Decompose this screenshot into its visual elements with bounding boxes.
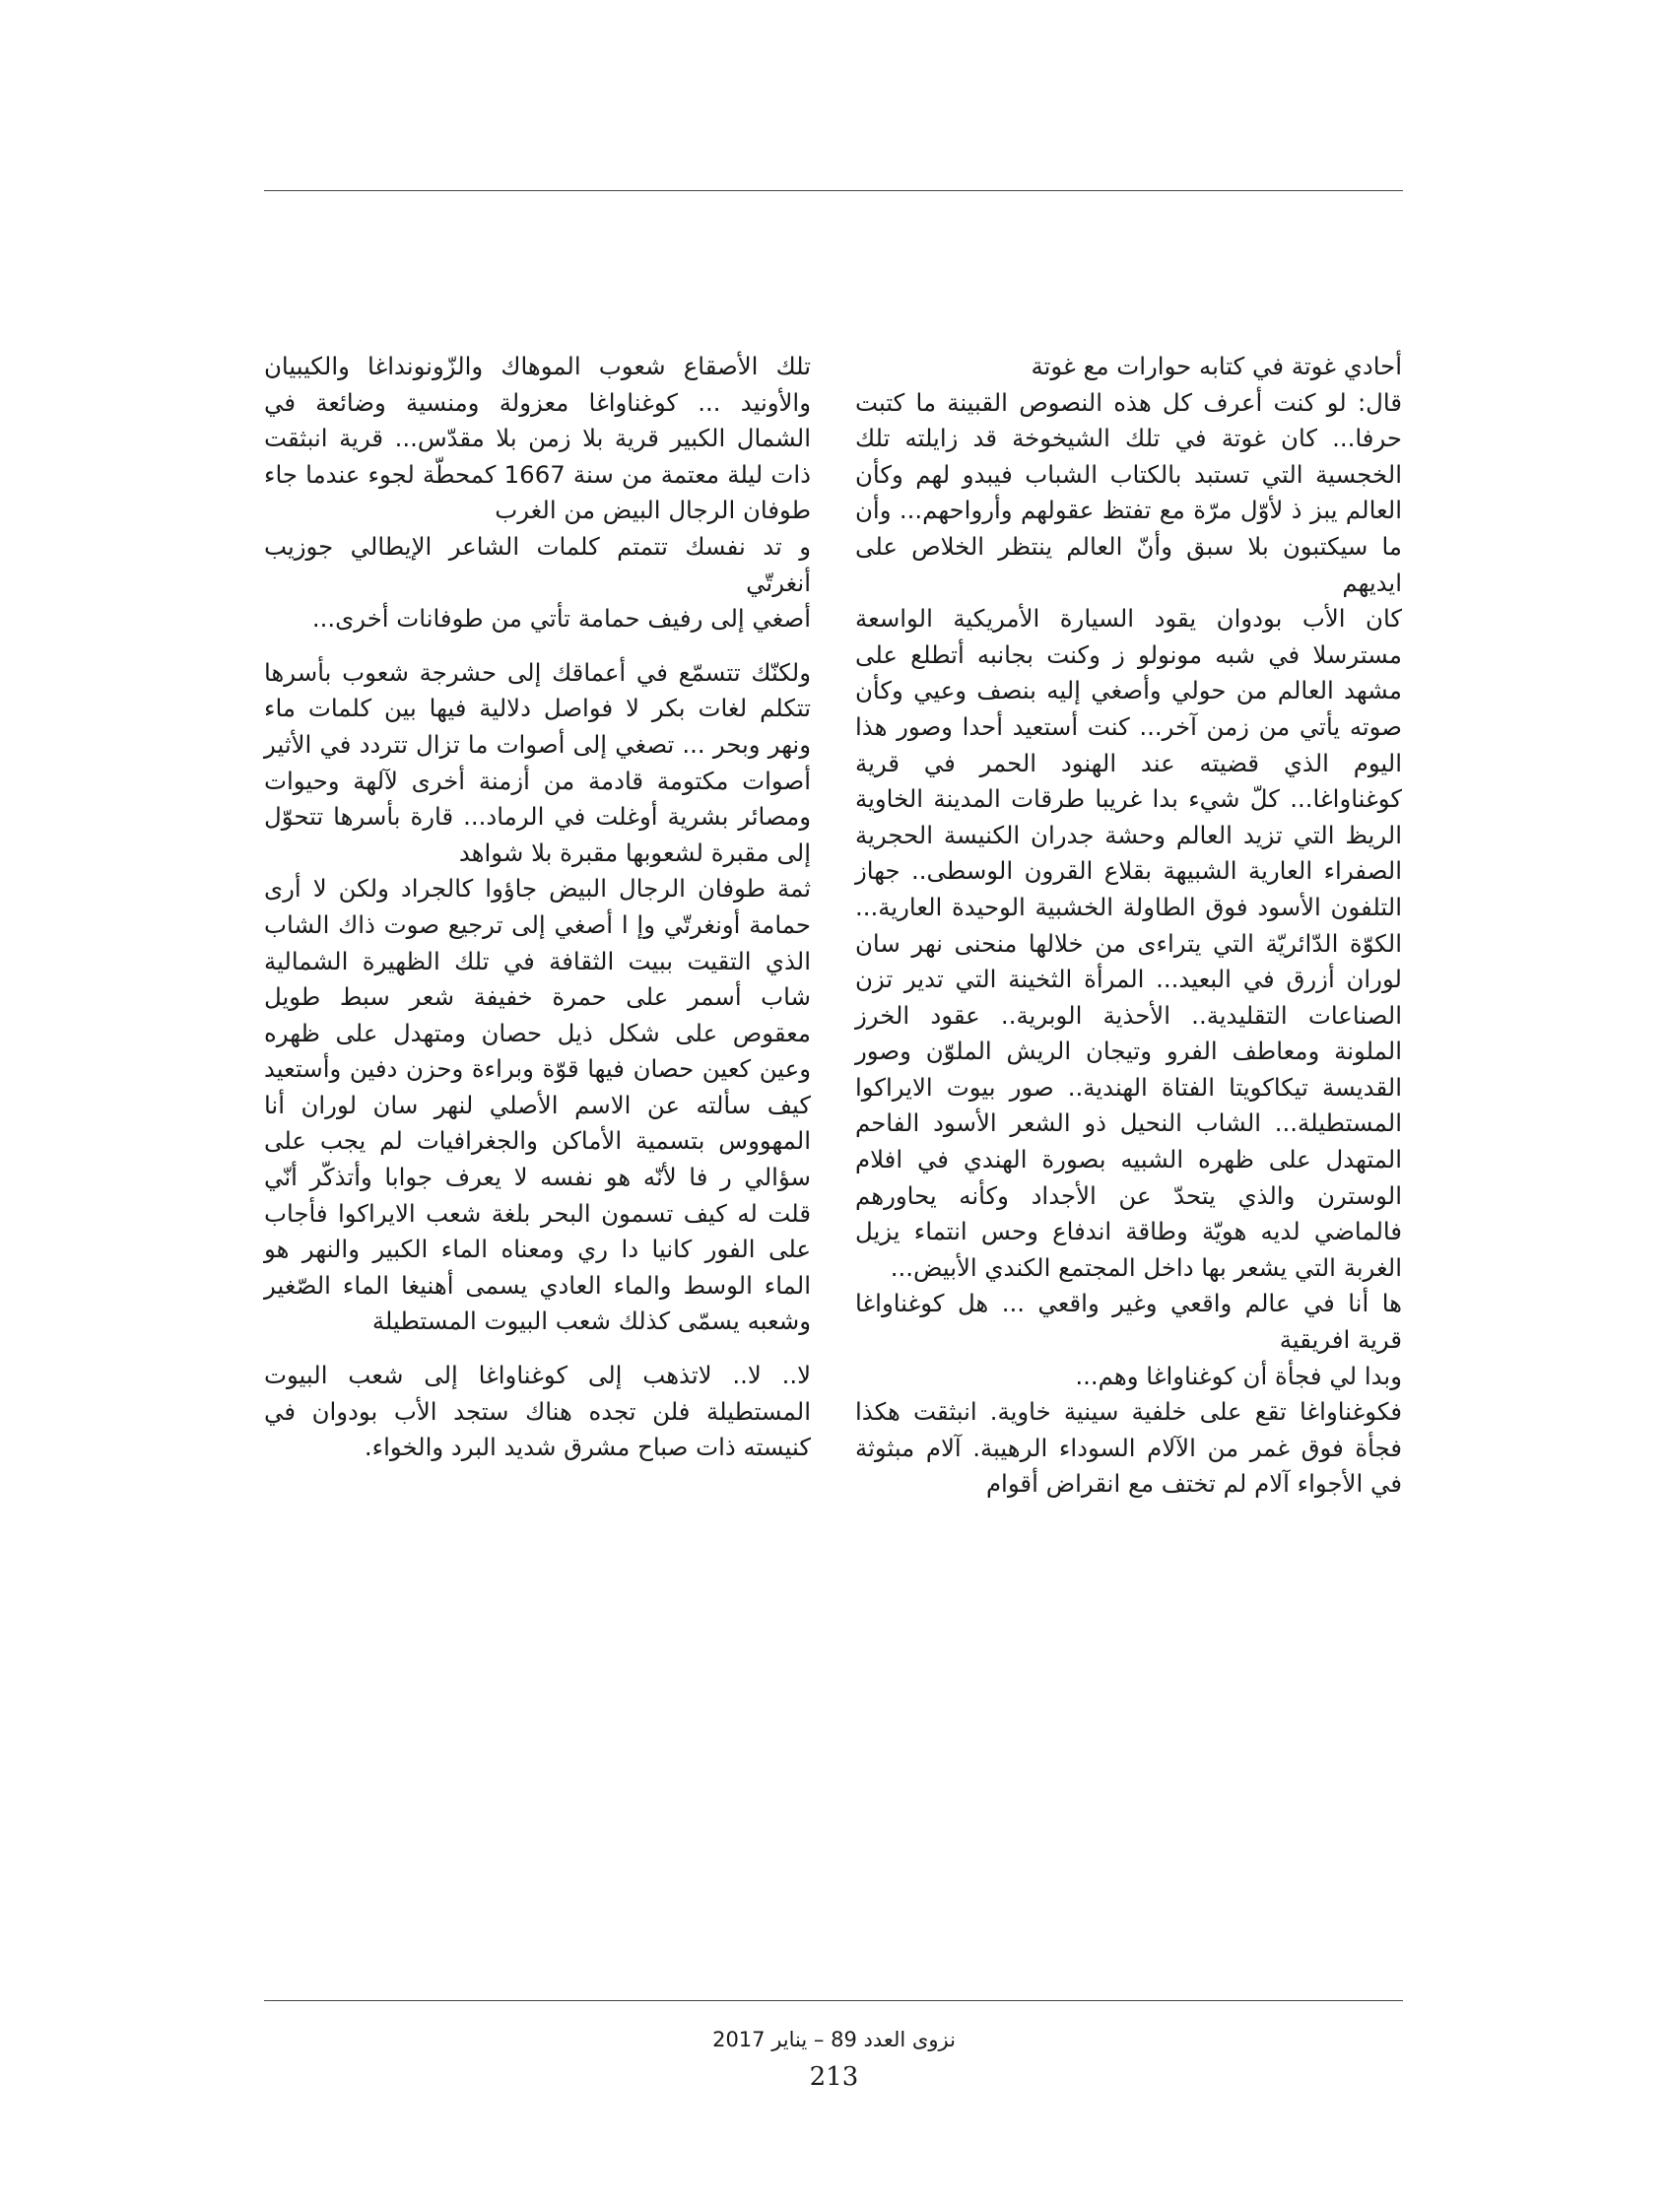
paragraph: ها أنا في عالم واقعي وغير واقعي ... هل كوغناواغا قرية افريقية [855, 1289, 1402, 1355]
paragraph: كان الأب بودوان يقود السيارة الأمريكية الواسعة مسترسلا في شبه مونولو ز وكنت بجانبه أتطلع على مشهد العالم من حولي وأصغي إليه بنصف وعيي وكأن صوته يأتي من زمن آخر... كنت أستعيد أحدا وصور هذا اليوم الذي قضيته عند الهنود الحمر في قرية كوغناواغا... كلّ شيء بدا غريبا طرقات المدينة الخاوية الريظ التي تزيد العالم وحشة جدران الكنيسة الحجرية الصفراء العارية الشبيهة بقلاع القرون الوسطى.. جهاز التلفون الأسود فوق الطاولة الخشبية الوحيدة العارية... الكوّة الدّائريّة التي يتراءى من خلالها منحنى نهر سان لوران أزرق في البعيد... المرأة الثخينة التي تدير تزن الصناعات التقليدية.. الأحذية الوبرية.. عقود الخرز الملونة ومعاطف الفرو وتيجان الريش الملوّن وصور القديسة تيكاكويتا الفتاة الهندية.. صور بيوت الايراكوا المستطيلة... الشاب النحيل ذو الشعر الأسود الفاحم المتهدل على ظهره الشبيه بصورة الهندي في افلام الوسترن والذي يتحدّ عن الأجداد وكأنه يحاورهم فالماضي لديه هويّة وطاقة اندفاع وحس انتماء يزيل الغربة التي يشعر بها داخل المجتمع الكندي الأبيض... [855, 604, 1402, 1282]
paragraph: أصغي إلى رفيف حمامة تأتي من طوفانات أخرى... [311, 604, 811, 634]
paragraph: ولكنّك تتسمّع في أعماقك إلى حشرجة شعوب بأسرها تتكلم لغات بكر لا فواصل دلالية فيها بين كلمات ماء ونهر وبحر ... تصغي إلى أصوات ما تزال تتردد في الأثير أصوات مكتومة قادمة من أزمنة أخرى لآلهة وحيوات ومصائر بشرية أوغلت في الرماد... قارة بأسرها تتحوّل إلى مقبرة لشعوبها مقبرة بلا شواهد [264, 657, 811, 867]
paragraph: لا.. لا.. لاتذهب إلى كوغناواغا إلى شعب البيوت المستطيلة فلن تجده هناك ستجد الأب بودوان في كنيسته ذات صباح مشرق شديد البرد والخواء. [264, 1361, 811, 1462]
paragraph: ثمة طوفان الرجال البيض جاؤوا كالجراد ولكن لا أرى حمامة أونغرتّي وإ ا أصغي إلى ترجيع صوت ذاك الشاب الذي التقيت ببيت الثقافة في تلك الظهيرة الشمالية شاب أسمر على حمرة خفيفة شعر سبط طويل معقوص على شكل ذيل حصان ومتهدل على ظهره وعين كعين حصان فيها قوّة وبراءة وحزن دفين وأستعيد كيف سألته عن الاسم الأصلي لنهر سان لوران أنا المهووس بتسمية الأماكن والجغرافيات لم يجب على سؤالي ر فا لأنّه هو نفسه لا يعرف جوابا وأتذكّر أنّي قلت له كيف تسمون البحر بلغة شعب الايراكوا فأجاب على الفور كانيا دا ري ومعناه الماء الكبير والنهر هو الماء الوسط والماء العادي يسمى أهنيغا الماء الصّغير وشعبه يسمّى كذلك شعب البيوت المستطيلة [264, 874, 811, 1336]
page-number: 213 [809, 2062, 859, 2092]
paragraph: أحادي غوتة في كتابه حوارات مع غوتة [1031, 352, 1402, 380]
paragraph: تلك الأصقاع شعوب الموهاك والزّونونداغا والكيبيان والأونيد ... كوغناواغا معزولة ومنسية وضائعة في الشمال الكبير قرية بلا زمن بلا مقدّس... قرية انبثقت ذات ليلة معتمة من سنة 1667 كمحطّة لجوء عندما جاء طوفان الرجال البيض من الغرب [264, 352, 811, 525]
bottom-rule [264, 2000, 1403, 2001]
paragraph: فكوغناواغا تقع على خلفية سينية خاوية. انبثقت هكذا فجأة فوق غمر من الآلام السوداء الرهيبة. آلام مبثوثة في الأجواء آلام لم تختف مع انقراض أقوام [855, 1397, 1402, 1499]
paragraph: وبدا لي فجأة أن كوغناواغا وهم... [1075, 1361, 1402, 1390]
paragraph: قال: لو كنت أعرف كل هذه النصوص القبينة ما كتبت حرفا... كان غوتة في تلك الشيخوخة قد زايلته تلك الخجسية التي تستبد بالكتاب الشباب فيبدو لهم وكأن العالم يبز ذ لأوّل مرّة مع تفتظ عقولهم وأرواحهم... وأن ما سيكتبون بلا سبق وأنّ العالم ينتظر الخلاص على ايديهم [855, 387, 1402, 597]
paragraph: و تد نفسك تتمتم كلمات الشاعر الإيطالي جوزيب أنغرتّي [264, 531, 811, 597]
top-rule [264, 190, 1403, 191]
left-text-column [264, 349, 811, 1466]
right-text-column [855, 349, 1402, 1503]
issue-line: نزوى العدد 89 – يناير 2017 [712, 2028, 956, 2051]
